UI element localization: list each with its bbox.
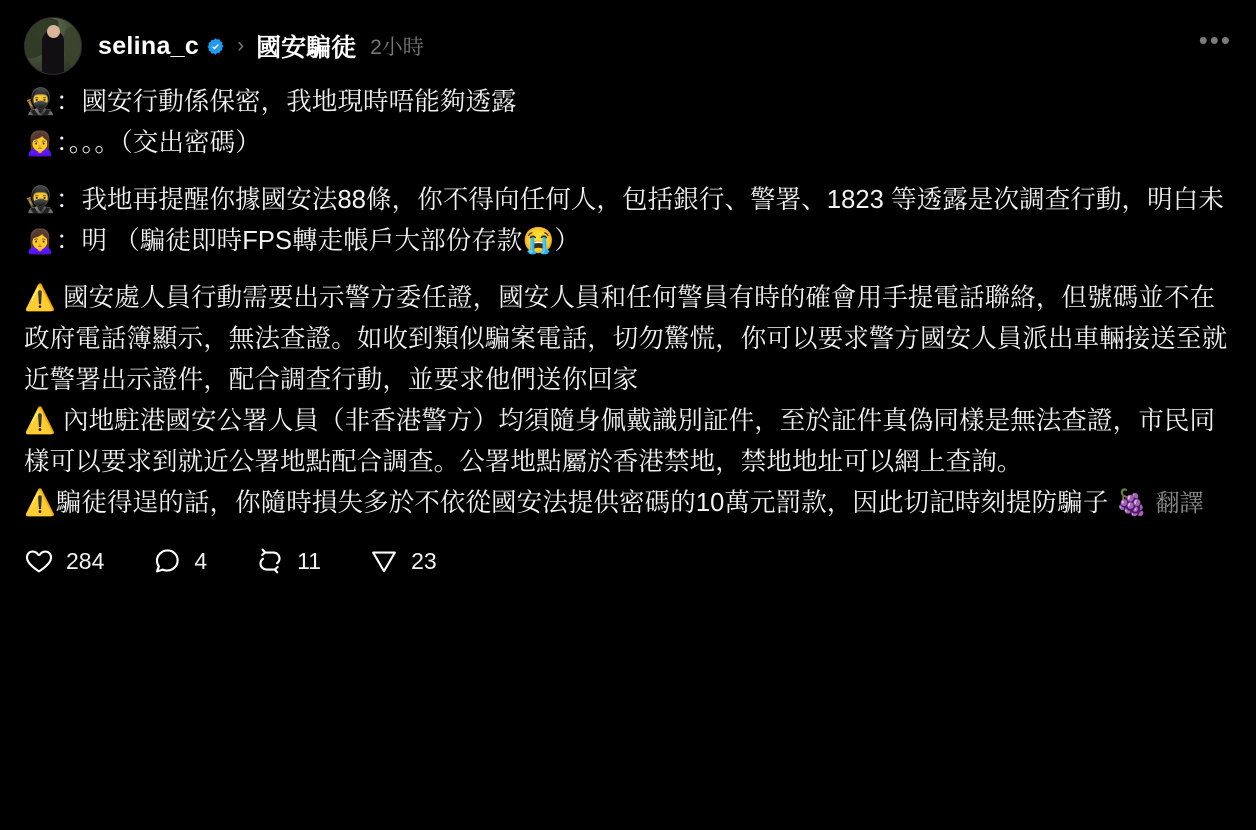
post-timestamp: 2小時: [370, 36, 424, 59]
paragraph-spacer: [24, 164, 1232, 180]
share-button[interactable]: [369, 546, 437, 576]
repost-count: 11: [297, 547, 322, 574]
post-header: [24, 16, 1232, 76]
share-count: 23: [411, 547, 437, 574]
translate-link[interactable]: 翻譯: [1155, 490, 1204, 517]
post-line: 🙍‍♀️：明 （騙徒即時FPS轉走帳戶大部份存款😭）: [24, 227, 580, 255]
share-icon: [369, 546, 399, 576]
repost-icon: [255, 546, 285, 576]
comment-icon: [152, 546, 182, 576]
post-line-with-translate: [24, 483, 1232, 524]
post-block-3: [24, 278, 1232, 524]
community-name[interactable]: 國安騙徒: [256, 34, 357, 62]
more-options-icon[interactable]: •••: [1198, 25, 1232, 55]
post-line: 🥷：國安行動係保密，我地現時唔能夠透露: [24, 88, 517, 116]
post-line: ⚠️騙徒得逞的話，你隨時損失多於不依從國安法提供密碼的10萬元罰款，因此切記時刻提防騙子 🍇: [24, 489, 1148, 517]
like-button[interactable]: [24, 546, 104, 576]
post-actions: [24, 546, 1232, 586]
breadcrumb-separator: ›: [237, 34, 245, 57]
repost-button[interactable]: [255, 546, 321, 576]
post-line: ⚠️ 國安處人員行動需要出示警方委任證，國安人員和任何警員有時的確會用手提電話聯絡，但號碼並不在政府電話簿顯示，無法查證。如收到類似騙案電話，切勿驚慌，你可以要求警方國安人員派出車輛接送至就近警署出示證件，配合調查行動，並要求他們送你回家: [24, 284, 1228, 394]
heart-icon: [24, 546, 54, 576]
post-block-1: [24, 82, 1232, 164]
verified-badge-icon: [206, 37, 225, 56]
like-count: 284: [66, 547, 105, 574]
avatar-figure-head: [47, 25, 60, 38]
post-body: [24, 82, 1232, 524]
author-username[interactable]: selina_c: [98, 31, 200, 60]
paragraph-spacer: [24, 262, 1232, 278]
reply-button[interactable]: [152, 546, 207, 576]
post-line: 🙍‍♀️：。。。（交出密碼）: [24, 129, 261, 157]
post-line: 🥷：我地再提醒你據國安法88條，你不得向任何人，包括銀行、警署、1823 等透露是次調查行動，明白未: [24, 186, 1224, 214]
reply-count: 4: [194, 547, 208, 574]
post-line: ⚠️ 內地駐港國安公署人員（非香港警方）均須隨身佩戴識別証件，至於証件真偽同樣是無法查證，市民同樣可以要求到就近公署地點配合調查。公署地點屬於香港禁地，禁地地址可以網上查詢。: [24, 407, 1216, 476]
post-block-2: [24, 180, 1232, 262]
selina_c-avatar[interactable]: [24, 17, 82, 75]
